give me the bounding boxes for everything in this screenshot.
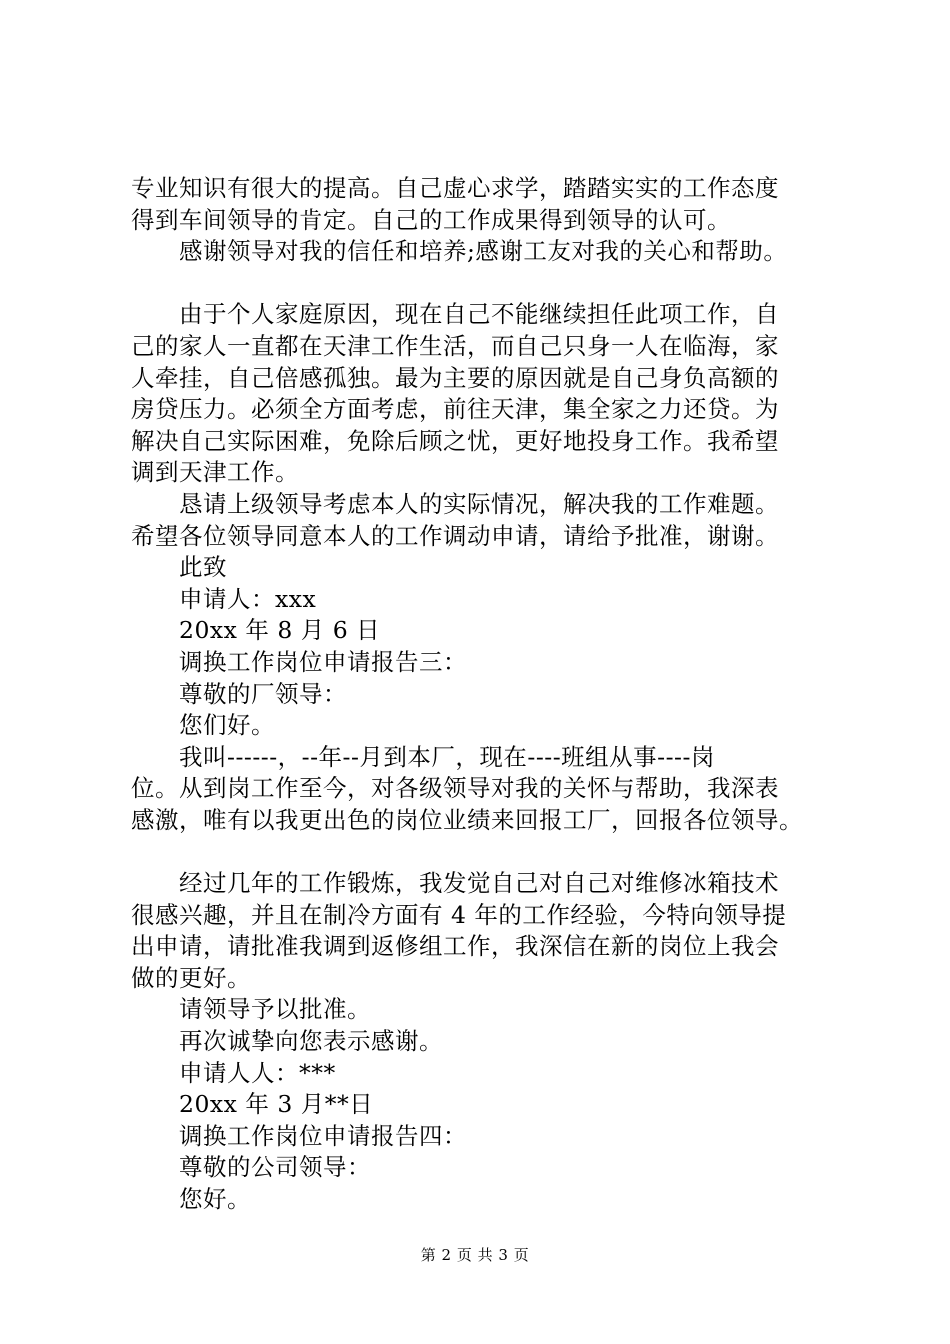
text-line: 经过几年的工作锻炼，我发觉自己对自己对维修冰箱技术 [179,869,779,898]
text-line: 再次诚挚向您表示感谢。 [179,1027,443,1056]
text-line: 房贷压力。必须全方面考虑，前往天津，集全家之力还贷。为 [131,395,779,424]
text-line: 感激，唯有以我更出色的岗位业绩来回报工厂，回报各位领导。 [131,805,803,834]
text-line: 人牵挂，自己倍感孤独。最为主要的原因就是自己身负高额的 [131,363,779,392]
text-line: 调到天津工作。 [131,458,299,487]
text-line: 位。从到岗工作至今，对各级领导对我的关怀与帮助，我深表 [131,774,779,803]
text-line: 请领导予以批准。 [179,995,371,1024]
greeting-addressee: 尊敬的厂领导： [179,679,347,708]
blank-line [131,268,831,300]
application-date: 20xx 年 3 月**日 [179,1090,374,1119]
text-line: 很感兴趣，并且在制冷方面有 4 年的工作经验，今特向领导提 [131,900,787,929]
text-line: 己的家人一直都在天津工作生活，而自己只身一人在临海，家 [131,331,779,360]
text-line: 得到车间领导的肯定。自己的工作成果得到领导的认可。 [131,205,731,234]
greeting: 您好。 [179,1185,251,1213]
application-date: 20xx 年 8 月 6 日 [179,616,381,645]
text-line: 希望各位领导同意本人的工作调动申请，请给予批准，谢谢。 [131,521,779,550]
text-line: 由于个人家庭原因，现在自己不能继续担任此项工作，自 [179,300,779,329]
greeting: 您们好。 [179,711,275,740]
text-line: 专业知识有很大的提高。自己虚心求学，踏踏实实的工作态度 [131,174,779,202]
document-body [131,173,831,1216]
text-line: 出申请，请批准我调到返修组工作，我深信在新的岗位上我会 [131,932,779,961]
closing-salutation: 此致 [179,553,227,582]
text-line: 恳请上级领导考虑本人的实际情况，解决我的工作难题。 [179,489,779,518]
page-number-footer: 第 2 页 共 3 页 [420,1246,530,1264]
text-line: 做的更好。 [131,963,251,992]
blank-line [131,836,831,868]
applicant-name: 申请人：xxx [179,584,317,613]
greeting-addressee: 尊敬的公司领导： [179,1153,371,1182]
text-line: 解决自己实际困难，免除后顾之忧，更好地投身工作。我希望 [131,426,779,455]
section-heading: 调换工作岗位申请报告三： [179,647,467,676]
applicant-name: 申请人人：*** [179,1058,336,1087]
text-line: 感谢领导对我的信任和培养;感谢工友对我的关心和帮助。 [179,237,788,266]
section-heading: 调换工作岗位申请报告四： [179,1121,467,1150]
text-line: 我叫------，--年--月到本厂，现在----班组从事----岗 [179,742,715,771]
